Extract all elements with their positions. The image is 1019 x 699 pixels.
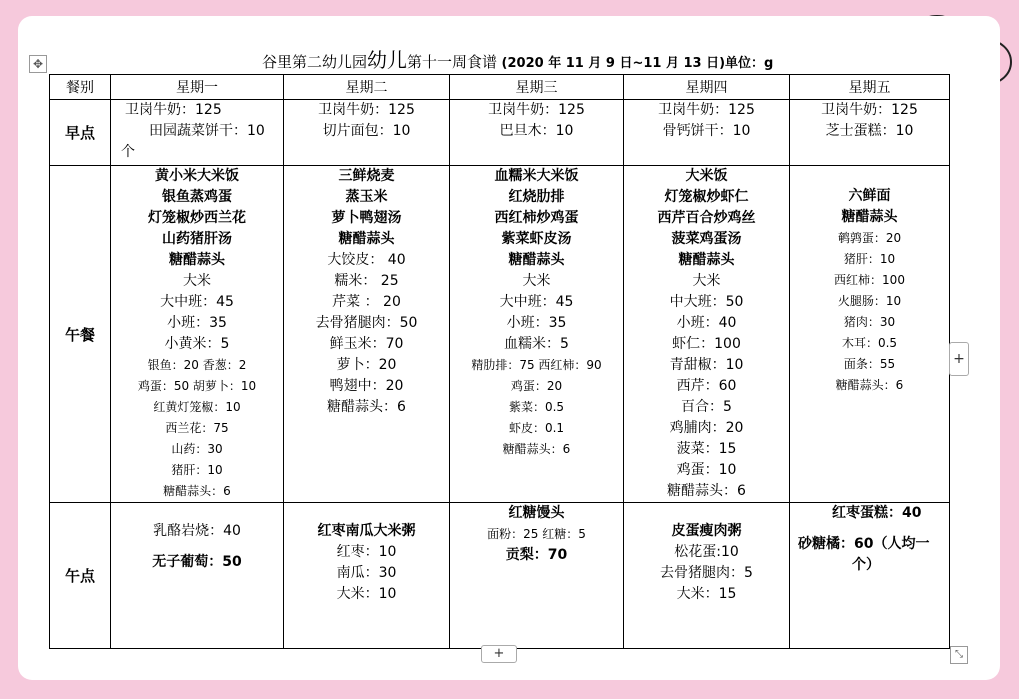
menu-line: 去骨猪腿肉：5	[660, 565, 753, 581]
menu-line: 松花蛋:10	[674, 544, 739, 560]
menu-line: 紫菜：0.5	[508, 400, 565, 414]
menu-line: 西芹：60	[676, 378, 737, 394]
menu-line: 山药猪肝汤	[162, 231, 232, 247]
menu-line: 去骨猪腿肉：50	[315, 315, 418, 331]
header-cell: 餐别	[50, 75, 111, 100]
menu-line: 大米：10	[336, 586, 397, 602]
menu-line: 大中班：45	[160, 294, 234, 310]
menu-line: 卫岗牛奶：125	[658, 102, 755, 118]
lunch-cell-tuesday	[284, 166, 450, 503]
menu-line: 糖醋蒜头	[678, 252, 735, 268]
menu-line: 西红柿炒鸡蛋	[494, 210, 579, 226]
menu-line: 贡梨：70	[505, 547, 568, 563]
menu-line: 红黄灯笼椒：10	[153, 400, 241, 414]
row-label-snack: 午点	[50, 503, 111, 649]
menu-line: 猪肝：10	[171, 463, 223, 477]
menu-line: 乳酪岩烧：40	[153, 523, 241, 539]
breakfast-row	[50, 100, 950, 166]
menu-line: 卫岗牛奶：125	[125, 102, 222, 118]
menu-line: 糖醋蒜头	[508, 252, 565, 268]
breakfast-cell	[111, 100, 284, 166]
snack-cell	[624, 503, 790, 649]
menu-line: 巴旦木：10	[499, 123, 574, 139]
menu-line: 卫岗牛奶：125	[488, 102, 585, 118]
menu-line: 面粉：25 红糖：5	[487, 527, 586, 541]
header-cell: 星期一	[111, 75, 284, 100]
menu-line: 红枣：10	[336, 544, 397, 560]
menu-line: 南瓜：30	[336, 565, 397, 581]
menu-line: 灯笼椒炒西兰花	[148, 210, 246, 226]
header-cell: 星期三	[450, 75, 624, 100]
menu-line: 西红柿：100	[834, 273, 905, 287]
lunch-cell-wednesday	[450, 166, 624, 503]
menu-line: 小班：35	[167, 315, 227, 331]
menu-line: 大米	[183, 273, 211, 289]
menu-line: 面条：55	[843, 357, 896, 371]
menu-line: 田园蔬菜饼干：10	[149, 123, 265, 139]
menu-line: 三鲜烧麦	[338, 168, 395, 184]
menu-line: 大米：15	[676, 586, 737, 602]
menu-line: 切片面包：10	[322, 123, 411, 139]
menu-line: 大米饭	[685, 168, 728, 184]
menu-line: 大米	[522, 273, 551, 289]
menu-line: 无子葡萄：50	[152, 554, 242, 570]
menu-line: 虾仁：100	[672, 336, 741, 352]
menu-line: 西芹百合炒鸡丝	[657, 210, 756, 226]
menu-line: 木耳：0.5	[841, 336, 898, 350]
menu-line: 个	[121, 144, 135, 160]
menu-line: 糖醋蒜头：6	[502, 442, 571, 456]
snack-cell	[790, 503, 950, 649]
menu-line: 大饺皮： 40	[327, 252, 406, 268]
header-cell: 星期五	[790, 75, 950, 100]
menu-line: 骨钙饼干：10	[662, 123, 751, 139]
menu-line: 六鲜面	[848, 188, 891, 204]
breakfast-cell	[790, 100, 950, 166]
menu-line: 精肋排：75 西红柿：90	[471, 358, 602, 372]
menu-line: 皮蛋瘦肉粥	[671, 523, 742, 539]
lunch-cell-monday	[111, 166, 284, 503]
menu-line: 红糖馒头	[508, 505, 565, 521]
menu-line: 蒸玉米	[345, 189, 388, 205]
menu-line: 个）	[852, 557, 880, 573]
menu-line: 大中班：45	[499, 294, 574, 310]
title-sub: (2020 年 11 月 9 日~11 月 13 日)单位：g	[497, 56, 774, 71]
lunch-row	[50, 166, 950, 503]
menu-table	[49, 74, 950, 649]
menu-line: 菠菜鸡蛋汤	[671, 231, 742, 247]
menu-line: 银鱼蒸鸡蛋	[162, 189, 232, 205]
menu-line: 血糯米大米饭	[494, 168, 579, 184]
menu-line: 鸡蛋：10	[676, 462, 737, 478]
menu-line: 小班：40	[676, 315, 737, 331]
menu-line: 鸡蛋：20	[510, 379, 563, 393]
menu-line: 猪肝：10	[843, 252, 896, 266]
menu-line: 卫岗牛奶：125	[318, 102, 415, 118]
breakfast-cell	[624, 100, 790, 166]
menu-line: 砂糖橘：60（人均一	[798, 536, 930, 552]
breakfast-cell	[284, 100, 450, 166]
menu-line: 糖醋蒜头	[169, 252, 225, 268]
breakfast-cell	[450, 100, 624, 166]
menu-line: 虾皮：0.1	[508, 421, 565, 435]
menu-line: 萝卜：20	[336, 357, 397, 373]
snack-cell	[111, 503, 284, 649]
menu-line: 红枣南瓜大米粥	[317, 523, 416, 539]
menu-line: 鲜玉米：70	[329, 336, 404, 352]
header-row	[50, 75, 950, 100]
add-column-plus-icon[interactable]: +	[949, 342, 969, 376]
menu-line: 鸡蛋：50 胡萝卜：10	[137, 379, 257, 393]
title-prefix: 谷里第二幼儿园	[262, 53, 368, 71]
resize-handle-icon[interactable]: ⤡	[950, 646, 968, 664]
move-handle-icon[interactable]: ✥	[29, 55, 47, 73]
menu-line: 鸭翅中：20	[329, 378, 404, 394]
menu-line: 灯笼椒炒虾仁	[664, 189, 749, 205]
lunch-cell-thursday	[624, 166, 790, 503]
title-mid: 第十一周食谱	[407, 53, 498, 71]
menu-line: 青甜椒：10	[669, 357, 744, 373]
menu-line: 百合：5	[681, 399, 732, 415]
menu-line: 糖醋蒜头：6	[327, 399, 406, 415]
row-label-breakfast: 早点	[50, 100, 111, 166]
menu-line: 红枣蛋糕：40	[832, 505, 922, 521]
menu-line: 糖醋蒜头	[841, 209, 898, 225]
menu-line: 糖醋蒜头：6	[667, 483, 746, 499]
menu-line: 鸡脯肉：20	[669, 420, 744, 436]
snack-cell	[284, 503, 450, 649]
page-title	[262, 44, 773, 72]
menu-line: 小黄米：5	[164, 336, 230, 352]
menu-line: 糖醋蒜头：6	[835, 378, 904, 392]
snack-cell	[450, 503, 624, 649]
menu-line: 猪肉：30	[843, 315, 896, 329]
menu-line: 紫菜虾皮汤	[501, 231, 572, 247]
header-cell: 星期四	[624, 75, 790, 100]
menu-line: 红烧肋排	[508, 189, 565, 205]
snack-row	[50, 503, 950, 649]
lunch-cell-friday	[790, 166, 950, 503]
menu-line: 糖醋蒜头：6	[163, 484, 231, 498]
menu-line: 糯米： 25	[334, 273, 399, 289]
menu-line: 小班：35	[506, 315, 567, 331]
menu-line: 大米	[692, 273, 721, 289]
row-label-lunch: 午餐	[50, 166, 111, 503]
header-cell: 星期二	[284, 75, 450, 100]
menu-line: 火腿肠：10	[837, 294, 902, 308]
menu-line: 芝士蛋糕：10	[825, 123, 914, 139]
menu-line: 银鱼：20 香葱：2	[147, 358, 247, 372]
menu-line: 菠菜：15	[676, 441, 737, 457]
menu-line: 西兰花：75	[165, 421, 229, 435]
menu-line: 山药：30	[171, 442, 223, 456]
add-row-plus-icon[interactable]: +	[481, 645, 517, 663]
menu-line: 卫岗牛奶：125	[821, 102, 918, 118]
menu-line: 鹌鹑蛋：20	[837, 231, 902, 245]
menu-line: 中大班：50	[669, 294, 744, 310]
menu-line: 糖醋蒜头	[338, 231, 395, 247]
menu-line: 黄小米大米饭	[155, 168, 239, 184]
menu-line: 血糯米：5	[504, 336, 569, 352]
menu-line: 芹菜 ： 20	[332, 294, 401, 310]
menu-line: 萝卜鸭翅汤	[331, 210, 402, 226]
title-big: 幼儿	[367, 48, 408, 72]
